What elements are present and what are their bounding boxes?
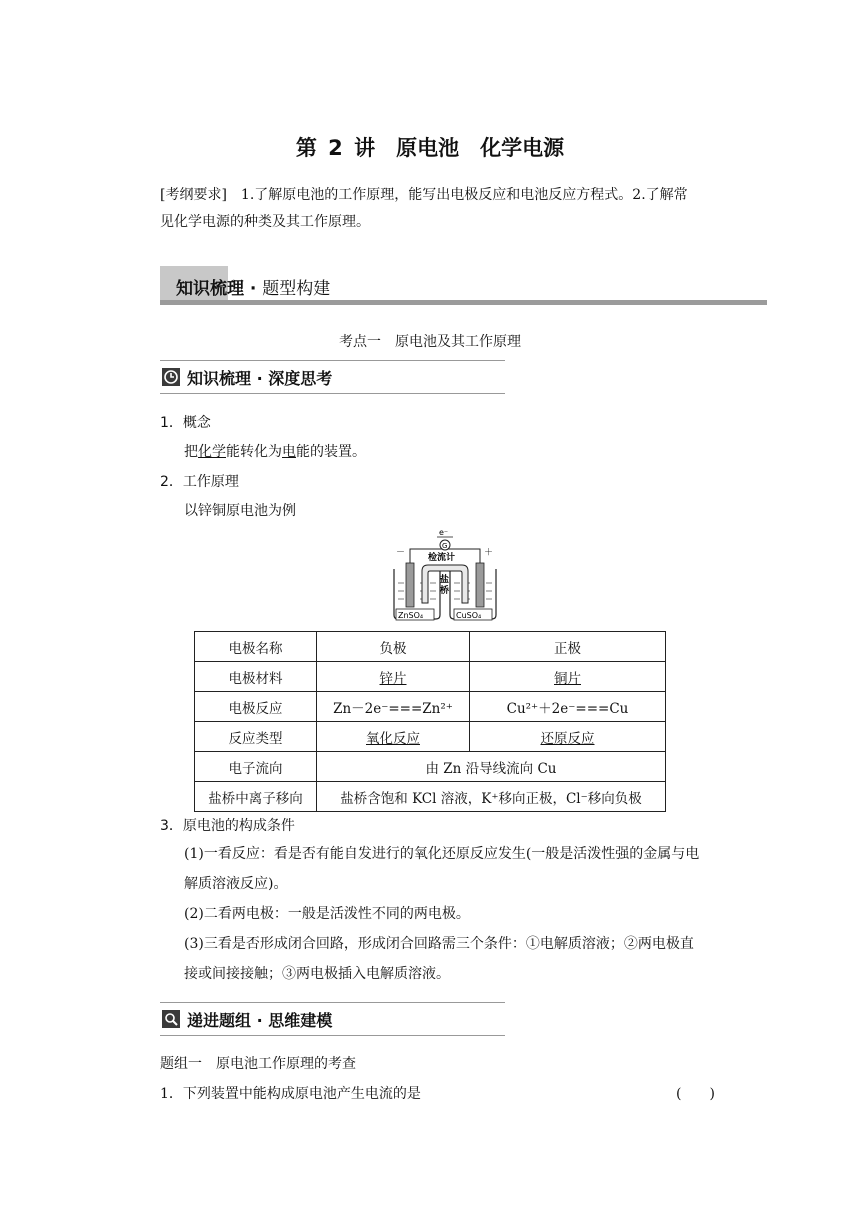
electrode-table <box>194 631 666 812</box>
concept-text: 把化学能转化为电能的装置。 <box>184 444 366 460</box>
zinc-electrode <box>406 563 414 607</box>
table-row: 电极反应 Zn－2e⁻===Zn²⁺ Cu²⁺＋2e⁻===Cu <box>195 692 666 722</box>
magnifier-icon <box>162 1010 180 1028</box>
minus-sign: － <box>396 548 406 558</box>
conditions-heading: 3．原电池的构成条件 <box>160 818 295 834</box>
left-solution-label: ZnSO₄ <box>398 611 424 620</box>
exam-requirements <box>160 182 760 236</box>
subsection-banner-knowledge <box>160 360 505 394</box>
table-row: 电极名称 负极 正极 <box>195 632 666 662</box>
electron-label: e⁻ <box>439 528 449 537</box>
table-row: 反应类型 氧化反应 还原反应 <box>195 722 666 752</box>
copper-electrode <box>476 563 484 607</box>
answer-bracket: ( ) <box>676 1086 715 1102</box>
requirements-tag: [考纲要求] <box>160 187 227 203</box>
banner-dot: · <box>244 279 263 299</box>
galvanic-cell-diagram <box>390 525 500 623</box>
right-solution-label: CuSO₄ <box>456 611 482 620</box>
bridge-label-1: 盐 <box>440 575 450 585</box>
plus-sign: ＋ <box>484 548 494 558</box>
requirements-line1: 1.了解原电池的工作原理，能写出电极反应和电池反应方程式。2.了解常 <box>226 187 688 203</box>
subsection-label: 递进题组 · 思维建模 <box>187 1011 333 1030</box>
table-row: 电子流向 由 Zn 沿导线流向 Cu <box>195 752 666 782</box>
clock-icon <box>162 368 180 386</box>
group-title: 题组一 原电池工作原理的考查 <box>160 1056 356 1072</box>
topic-title: 考点一 原电池及其工作原理 <box>339 334 521 350</box>
section-banner <box>160 266 767 304</box>
question-text: 1．下列装置中能构成原电池产生电流的是 <box>160 1086 421 1102</box>
page-title: 第 2 讲 原电池 化学电源 <box>295 136 565 160</box>
meter-label: 检流计 <box>428 553 456 563</box>
conditions-body: (1)一看反应：看是否有能自发进行的氧化还原反应发生(一般是活泼性强的金属与电 解质溶液反应)。 (2)二看两电极：一般是活泼性不同的两电极。 (3)三看是否形成闭合回路，形成闭合回路需三个条件：①电解质溶液；②两电极直 接或间接接触；③两电极插入电解质溶液。 <box>184 846 700 982</box>
principle-example: 以锌铜原电池为例 <box>184 503 296 519</box>
banner-rule <box>160 300 767 305</box>
banner-text <box>176 274 330 299</box>
galvanometer-label: G <box>442 542 448 550</box>
subsection-banner-exercises <box>160 1002 505 1036</box>
concept-underline-chemical: 化学 <box>198 444 226 460</box>
requirements-line2: 见化学电源的种类及其工作原理。 <box>160 214 370 230</box>
table-row: 盐桥中离子移向 盐桥含饱和 KCl 溶液，K⁺移向正极，Cl⁻移向负极 <box>195 782 666 812</box>
bridge-label-2: 桥 <box>440 586 450 596</box>
banner-bold: 知识梳理 <box>176 279 244 299</box>
subsection-label: 知识梳理 · 深度思考 <box>187 369 333 388</box>
table-row: 电极材料 锌片 铜片 <box>195 662 666 692</box>
principle-heading: 2．工作原理 <box>160 474 239 490</box>
concept-heading: 1．概念 <box>160 415 211 431</box>
concept-underline-electric: 电 <box>282 444 296 460</box>
banner-rest: 题型构建 <box>262 279 331 299</box>
